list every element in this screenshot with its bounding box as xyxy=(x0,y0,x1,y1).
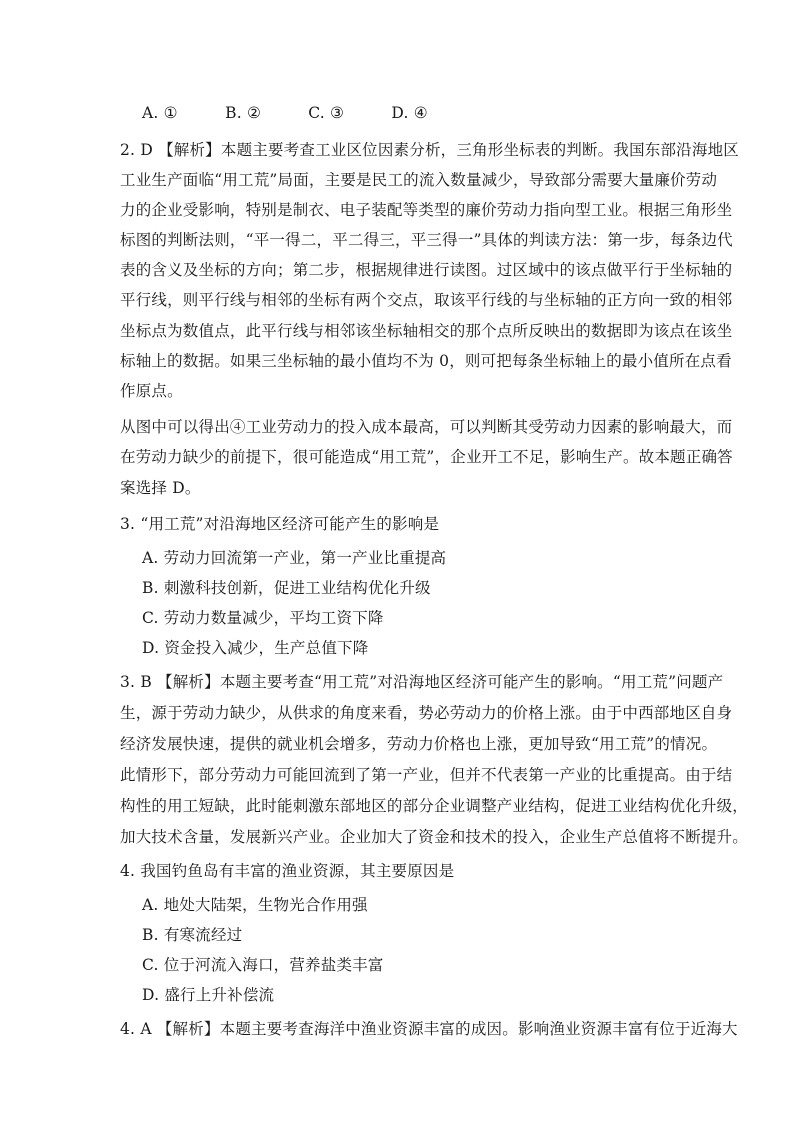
q4-stem: 4. 我国钓鱼岛有丰富的渔业资源，其主要原因是 xyxy=(120,862,455,880)
q4-option-a: A. 地处大陆架，生物光合作用强 xyxy=(142,896,368,914)
a2-line: 力的企业受影响，特别是制衣、电子装配等类型的廉价劳动力指向型工业。根据三角形坐 xyxy=(120,201,733,219)
q1-option-d: D. ④ xyxy=(391,104,428,122)
q3-stem: 3. “用工荒”对沿海地区经济可能产生的影响是 xyxy=(120,515,440,533)
q3-option-d: D. 资金投入减少，生产总值下降 xyxy=(142,639,369,657)
a2-line: 平行线，则平行线与相邻的坐标有两个交点，取该平行线的与坐标轴的正方向一致的相邻 xyxy=(120,291,733,309)
q4-option-c: C. 位于河流入海口，营养盐类丰富 xyxy=(142,956,384,974)
a2-line: 标轴上的数据。如果三坐标轴的最小值均不为 0，则可把每条坐标轴上的最小值所在点看 xyxy=(120,352,732,370)
q3-option-b: B. 刺激科技创新，促进工业结构优化升级 xyxy=(142,579,431,597)
a3-line: 此情形下，部分劳动力可能回流到了第一产业，但并不代表第一产业的比重提高。由于结 xyxy=(120,766,733,784)
q1-options xyxy=(142,103,469,123)
a4-line: 4. A 【解析】本题主要考查海洋中渔业资源丰富的成因。影响渔业资源丰富有位于近海大 xyxy=(120,1020,738,1038)
a2-line: 2. D 【解析】本题主要考查工业区位因素分析，三角形坐标表的判断。我国东部沿海地区 xyxy=(120,141,739,159)
q3-option-c: C. 劳动力数量减少，平均工资下降 xyxy=(142,609,384,627)
q1-option-c: C. ③ xyxy=(308,104,345,122)
a2-line: 表的含义及坐标的方向；第二步，根据规律进行读图。过区域中的该点做平行于坐标轴的 xyxy=(120,261,733,279)
a2-line: 工业生产面临“用工荒”局面，主要是民工的流入数量减少，导致部分需要大量廉价劳动 xyxy=(120,171,718,189)
a3-line: 3. B 【解析】本题主要考查“用工荒”对沿海地区经济可能产生的影响。“用工荒”问题产 xyxy=(120,673,724,691)
q1-option-b: B. ② xyxy=(225,104,262,122)
a2-line: 在劳动力缺少的前提下，很可能造成“用工荒”，企业开工不足，影响生产。故本题正确答 xyxy=(120,448,733,466)
q3-option-a: A. 劳动力回流第一产业，第一产业比重提高 xyxy=(142,549,447,567)
a2-line: 标图的判断法则，“平一得二，平二得三，平三得一”具体的判读方法：第一步，每条边代 xyxy=(120,231,733,249)
q1-option-a: A. ① xyxy=(142,104,178,122)
a3-line: 生，源于劳动力缺少，从供求的角度来看，势必劳动力的价格上涨。由于中西部地区自身 xyxy=(120,704,733,722)
a3-line: 构性的用工短缺，此时能刺激东部地区的部分企业调整产业结构，促进工业结构优化升级， xyxy=(120,797,749,815)
q4-option-b: B. 有寒流经过 xyxy=(142,926,243,944)
a2-line: 坐标点为数值点，此平行线与相邻该坐标轴相交的那个点所反映出的数据即为该点在该坐 xyxy=(120,322,733,340)
a3-line: 经济发展快速，提供的就业机会增多，劳动力价格也上涨，更加导致“用工荒”的情况。 xyxy=(120,735,718,753)
q4-option-d: D. 盛行上升补偿流 xyxy=(142,986,275,1004)
a2-line: 案选择 D。 xyxy=(120,479,201,497)
a2-line: 从图中可以得出④工业劳动力的投入成本最高，可以判断其受劳动力因素的影响最大，而 xyxy=(120,418,733,436)
a2-line: 作原点。 xyxy=(120,382,183,400)
a3-line: 加大技术含量，发展新兴产业。企业加大了资金和技术的投入，企业生产总值将不断提升。 xyxy=(120,828,749,846)
